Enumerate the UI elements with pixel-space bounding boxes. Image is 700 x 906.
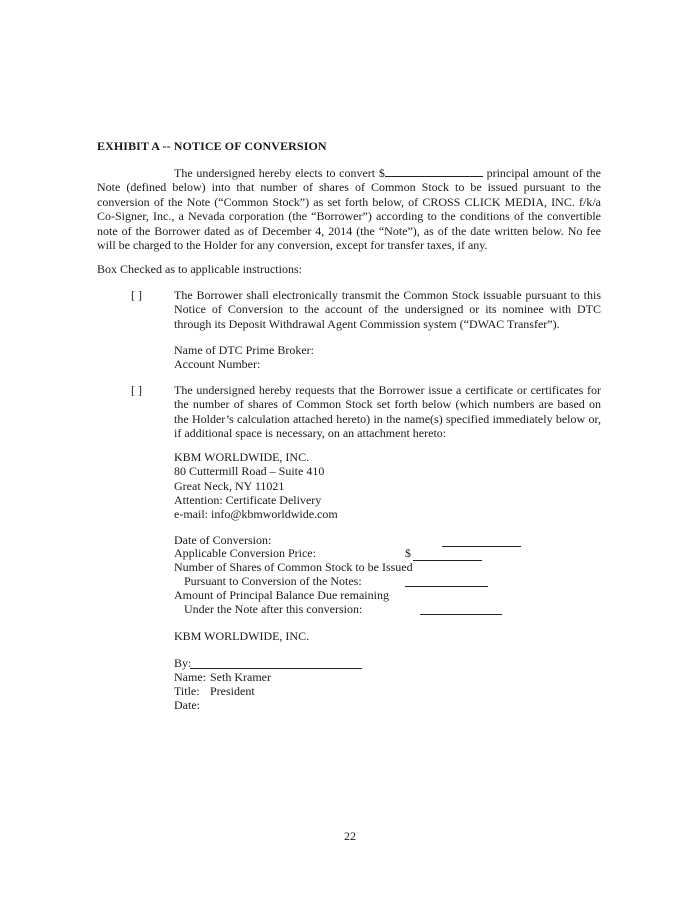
principal-label-line1: Amount of Principal Balance Due remaining xyxy=(174,588,389,602)
conversion-price-blank[interactable] xyxy=(413,560,482,561)
principal-amount-blank[interactable] xyxy=(385,166,483,177)
address-street: 80 Cuttermill Road – Suite 410 xyxy=(174,464,325,478)
shares-blank[interactable] xyxy=(405,586,488,587)
address-attention: Attention: Certificate Delivery xyxy=(174,493,322,507)
principal-label-line2: Under the Note after this conversion: xyxy=(184,602,363,616)
signer-name-value: Seth Kramer xyxy=(210,670,271,684)
date-of-conversion-label: Date of Conversion: xyxy=(174,533,272,547)
option2-text: The undersigned hereby requests that the Borrower issue a certificate or certificates for the number of shares of Common Stock set forth below (which numbers are based on the Holder’s calculation attached hereto) in the name(s) specified immediately below or, if additional space is necessary, on an attachment hereto: xyxy=(174,383,601,441)
intro-text-start: The undersigned hereby elects to convert $ xyxy=(174,166,385,180)
signer-title-value: President xyxy=(210,684,255,698)
exhibit-heading: EXHIBIT A -- NOTICE OF CONVERSION xyxy=(97,139,327,153)
signature-date-label: Date: xyxy=(174,698,200,712)
signature-line[interactable] xyxy=(190,668,362,669)
signer-title-label: Title: xyxy=(174,684,200,698)
account-number-label: Account Number: xyxy=(174,357,261,371)
box-checked-instructions: Box Checked as to applicable instructions: xyxy=(97,262,302,276)
address-city: Great Neck, NY 11021 xyxy=(174,479,285,493)
address-email: e-mail: info@kbmworldwide.com xyxy=(174,507,338,521)
shares-label-line1: Number of Shares of Common Stock to be Issued xyxy=(174,560,413,574)
dtc-broker-label: Name of DTC Prime Broker: xyxy=(174,343,314,357)
option2-checkbox[interactable]: [ ] xyxy=(131,383,142,397)
principal-blank[interactable] xyxy=(420,614,502,615)
option1-text: The Borrower shall electronically transmit the Common Stock issuable pursuant to this Notice of Conversion to the account of the undersigned or its nominee with DTC through its Deposit Withdrawal Agent Commission system (“DWAC Transfer”). xyxy=(174,288,601,331)
page-number: 22 xyxy=(344,829,356,843)
conversion-price-label: Applicable Conversion Price: xyxy=(174,546,316,560)
date-of-conversion-blank[interactable] xyxy=(442,546,521,547)
option1-checkbox[interactable]: [ ] xyxy=(131,288,142,302)
signature-company: KBM WORLDWIDE, INC. xyxy=(174,629,310,643)
conversion-intro-paragraph xyxy=(97,166,601,252)
shares-label-line2: Pursuant to Conversion of the Notes: xyxy=(184,574,362,588)
signer-name-label: Name: xyxy=(174,670,206,684)
conversion-price-currency: $ xyxy=(405,546,411,560)
intro-text-rest: principal amount of the Note (defined below) into that number of shares of Common Stock to be issued pursuant to the conversion of the Note (“Common Stock”) as set forth below, of CROSS CLICK MEDIA, INC. f/k/a Co-Signer, Inc., a Nevada corporation (the “Borrower”) according to the conditions of the convertible note of the Borrower dated as of December 4, 2014 (the “Note”), as of the date written below. No fee will be charged to the Holder for any conversion, except for transfer taxes, if any. xyxy=(97,166,601,253)
signature-by-label: By: xyxy=(174,656,192,670)
address-company: KBM WORLDWIDE, INC. xyxy=(174,450,310,464)
